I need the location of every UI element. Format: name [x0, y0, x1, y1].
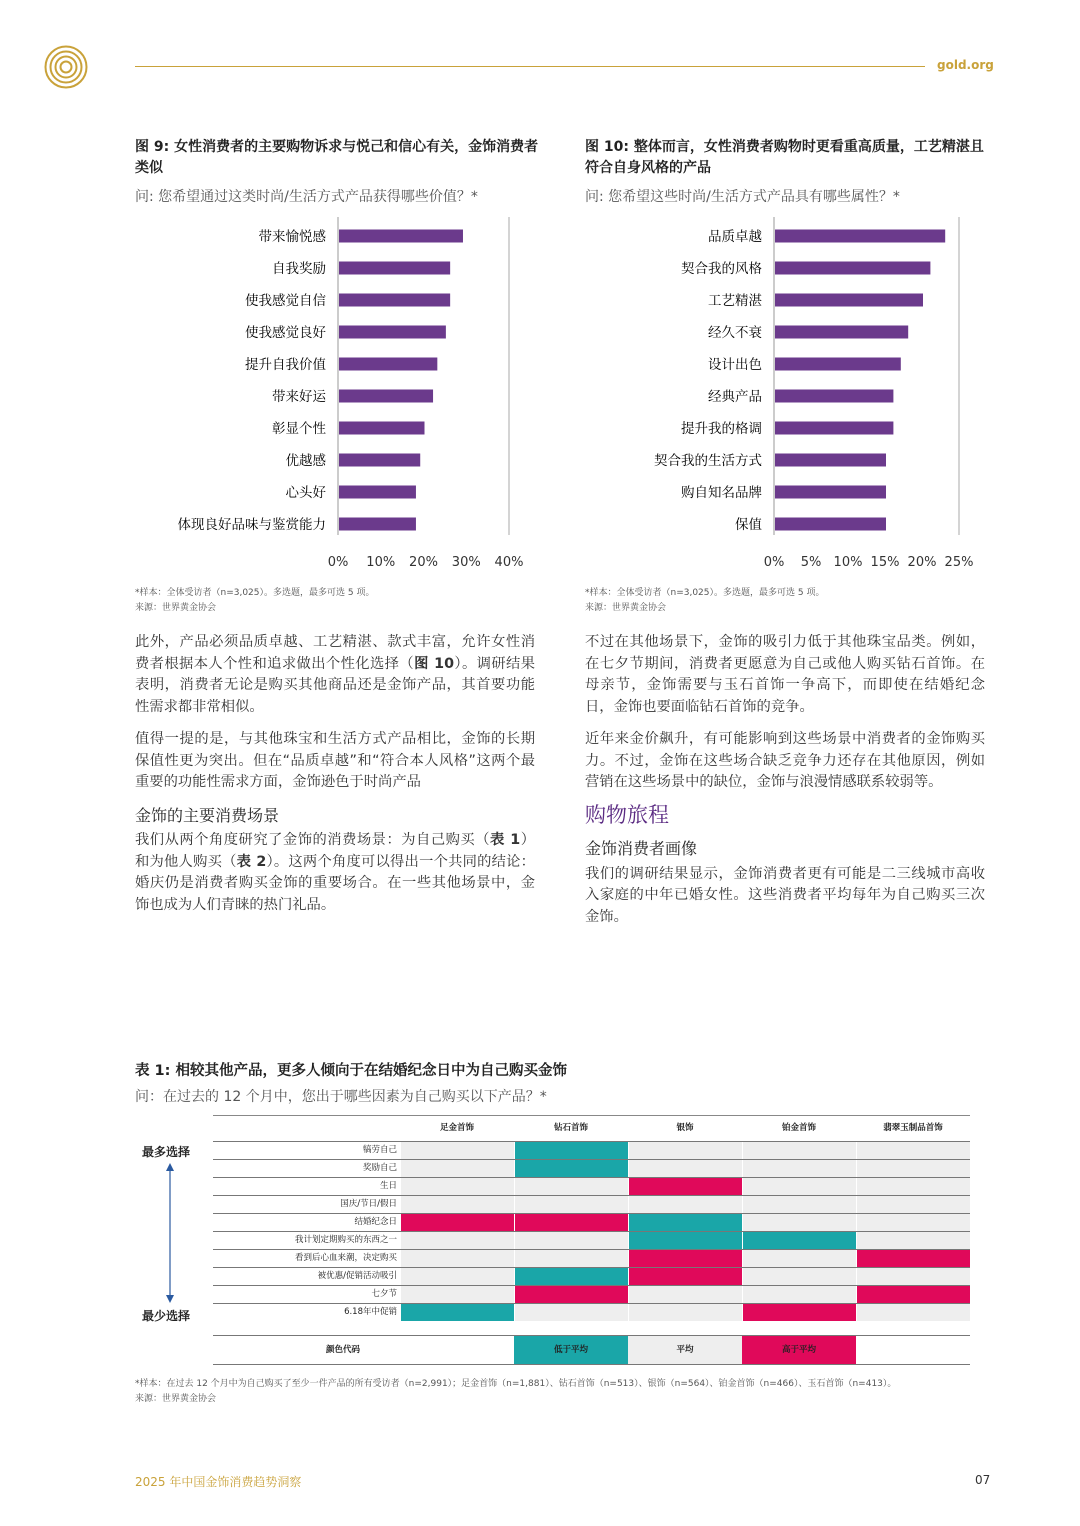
column-header: 翡翠玉制品首饰: [883, 1123, 943, 1133]
table-cell-avg: [742, 1268, 856, 1285]
category-label: 经久不衰: [708, 325, 762, 341]
right-paragraph-1: 不过在其他场景下，金饰的吸引力低于其他珠宝品类。例如，在七夕节期间，消费者更愿意为自己或他人购买钻石首饰。在母亲节，金饰需要与玉石首饰一争高下，而即使在结婚纪念日，金饰也要面临钻石首饰的竞争。: [585, 634, 985, 715]
fig9-note: *样本：全体受访者（n=3,025）。多选题，最多可选 5 项。: [135, 588, 375, 598]
fig9-bar-chart: [135, 215, 545, 575]
category-label: 契合我的生活方式: [654, 453, 762, 469]
table-cell-low: [628, 1214, 742, 1231]
bar: [775, 454, 886, 467]
column-header: 铂金首饰: [781, 1123, 816, 1133]
bar: [339, 518, 416, 531]
legend-empty: [856, 1336, 970, 1364]
bar: [339, 230, 463, 243]
row-label: 奖励自己: [362, 1163, 397, 1173]
table-cell-high: [742, 1304, 856, 1321]
table-cell-avg: [742, 1196, 856, 1213]
table-cell-high: [628, 1268, 742, 1285]
table-row: [213, 1141, 970, 1159]
table1-note-block: [135, 1377, 970, 1407]
table-cell-low: [400, 1304, 514, 1321]
table-cell-high: [856, 1286, 970, 1303]
table-cell-avg: [628, 1160, 742, 1177]
table-row: [213, 1195, 970, 1213]
category-label: 购自知名品牌: [681, 485, 762, 501]
bar: [339, 390, 433, 403]
right-column: [585, 632, 985, 939]
fig9-source: 来源：世界黄金协会: [135, 603, 217, 613]
fig10-bar-chart: [585, 215, 985, 575]
table-cell-avg: [400, 1268, 514, 1285]
bar: [775, 486, 886, 499]
bar: [339, 262, 450, 275]
category-label: 使我感觉自信: [245, 293, 326, 309]
bar: [775, 262, 930, 275]
site-link[interactable]: gold.org: [937, 58, 994, 72]
arrow-vertical-icon: [163, 1163, 177, 1303]
table-cell-avg: [628, 1286, 742, 1303]
table-cell-low: [514, 1160, 628, 1177]
x-tick-label: 0%: [327, 555, 349, 570]
table-cell-avg: [628, 1196, 742, 1213]
table1-source: 来源：世界黄金协会: [135, 1394, 217, 1404]
table-cell-avg: [856, 1268, 970, 1285]
table-cell-avg: [400, 1142, 514, 1159]
table1-body: [213, 1141, 970, 1321]
table-row: [213, 1285, 970, 1303]
category-label: 提升我的格调: [681, 421, 762, 437]
fig10-title: 图 10: 整体而言，女性消费者购物时更看重高质量，工艺精湛且符合自身风格的产品: [585, 139, 984, 176]
table-cell-avg: [514, 1232, 628, 1249]
legend-low: 低于平均: [514, 1336, 628, 1364]
category-label: 优越感: [285, 453, 326, 469]
bar: [775, 422, 893, 435]
x-tick-label: 20%: [907, 555, 937, 570]
table-cell-avg: [742, 1286, 856, 1303]
table-cell-avg: [514, 1196, 628, 1213]
table-cell-avg: [514, 1250, 628, 1267]
table-cell-low: [514, 1142, 628, 1159]
category-label: 设计出色: [708, 357, 762, 373]
bar: [775, 326, 908, 339]
gold-circle-logo: [44, 45, 88, 89]
least-selected-label: 最少选择: [142, 1309, 191, 1323]
table-cell-avg: [742, 1160, 856, 1177]
x-tick-label: 10%: [366, 555, 396, 570]
bar: [775, 390, 893, 403]
legend-high: 高于平均: [742, 1336, 856, 1364]
x-tick-label: 0%: [763, 555, 785, 570]
table-row: [213, 1177, 970, 1195]
row-label: 结婚纪念日: [354, 1217, 397, 1227]
table-cell-avg: [856, 1304, 970, 1321]
table-cell-avg: [742, 1178, 856, 1195]
table-cell-high: [628, 1250, 742, 1267]
fig9-note-block: [135, 586, 374, 616]
fig10-note-block: [585, 586, 824, 616]
table-row: [213, 1249, 970, 1267]
left-column: [135, 632, 535, 927]
table-cell-avg: [856, 1160, 970, 1177]
table-cell-high: [514, 1286, 628, 1303]
table-cell-avg: [856, 1232, 970, 1249]
left-paragraph-2: 值得一提的是，与其他珠宝和生活方式产品相比，金饰的长期保值性更为突出。但在“品质卓越”和“符合本人风格”这两个最重要的功能性需求方面，金饰逊色于时尚产品: [135, 731, 535, 790]
header-divider: [135, 66, 925, 67]
most-selected-label: 最多选择: [142, 1145, 191, 1159]
row-label: 被优惠/促销活动吸引: [317, 1271, 397, 1281]
category-label: 自我奖励: [272, 261, 326, 277]
bar: [339, 454, 420, 467]
category-label: 带来好运: [272, 389, 326, 405]
row-label: 犒劳自己: [362, 1145, 397, 1155]
row-label: 我计划定期购买的东西之一: [294, 1235, 397, 1245]
category-label: 工艺精湛: [708, 293, 762, 309]
bar: [775, 358, 901, 371]
fig10-source: 来源：世界黄金协会: [585, 603, 667, 613]
bar: [339, 294, 450, 307]
table-cell-high: [856, 1250, 970, 1267]
row-label: 看到后心血来潮，决定购买: [294, 1253, 397, 1263]
table1-header-row: [213, 1115, 970, 1141]
page-number: 07: [975, 1473, 991, 1487]
right-paragraph-3: 我们的调研结果显示，金饰消费者更有可能是二三线城市高收入家庭的中年已婚女性。这些消费者平均每年为自己购买三次金饰。: [585, 865, 985, 925]
left-paragraph-3: 我们从两个角度研究了金饰的消费场景：为自己购买（表 1）和为他人购买（表 2）。这两个角度可以得出一个共同的结论：婚庆仍是消费者购买金饰的重要场合。在一些其他场景中，金饰也成为人们青睐的热门礼品。: [135, 832, 535, 913]
left-paragraph-1: 此外，产品必须品质卓越、工艺精湛、款式丰富，允许女性消费者根据本人个性和追求做出个性化选择（图 10）。调研结果表明，消费者无论是购买其他商品还是金饰产品，其首要功能性需求都非常相似。: [135, 634, 535, 715]
fig10-note: *样本：全体受访者（n=3,025）。多选题，最多可选 5 项。: [585, 588, 825, 598]
bar: [775, 230, 945, 243]
bar: [339, 422, 425, 435]
table-row: [213, 1213, 970, 1231]
fig10-reference: 图 10: [414, 655, 455, 672]
x-tick-label: 30%: [451, 555, 481, 570]
table-cell-avg: [400, 1250, 514, 1267]
table-cell-avg: [514, 1178, 628, 1195]
legend-title: 颜色代码: [325, 1345, 360, 1355]
x-tick-label: 5%: [800, 555, 822, 570]
section-heading-scenarios: 金饰的主要消费场景: [135, 805, 280, 825]
column-header: 足金首饰: [439, 1123, 474, 1133]
table-cell-avg: [742, 1142, 856, 1159]
legend-average: 平均: [628, 1336, 742, 1364]
table-cell-avg: [400, 1178, 514, 1195]
table-cell-avg: [628, 1142, 742, 1159]
table1-grid: [213, 1115, 970, 1365]
category-label: 提升自我价值: [245, 357, 326, 373]
category-label: 体现良好品味与鉴赏能力: [177, 517, 326, 533]
fig9-title: 图 9: 女性消费者的主要购物诉求与悦己和信心有关，金饰消费者类似: [135, 139, 539, 176]
row-label: 生日: [379, 1181, 397, 1191]
x-tick-label: 10%: [833, 555, 863, 570]
table-cell-high: [514, 1214, 628, 1231]
table-cell-low: [742, 1232, 856, 1249]
table1-title: 表 1: 相较其他产品，更多人倾向于在结婚纪念日中为自己购买金饰: [135, 1063, 567, 1079]
category-label: 契合我的风格: [681, 261, 762, 277]
category-label: 经典产品: [708, 389, 762, 405]
section-heading-journey: 购物旅程: [585, 802, 669, 827]
bar: [339, 358, 437, 371]
x-tick-label: 20%: [409, 555, 438, 570]
table-cell-avg: [742, 1250, 856, 1267]
table-cell-avg: [856, 1178, 970, 1195]
table1-reference: 表 1: [489, 832, 521, 848]
subheading-consumer-profile: 金饰消费者画像: [585, 839, 698, 858]
bar: [339, 486, 416, 499]
table1-question: 问：在过去的 12 个月中，您出于哪些因素为自己购买以下产品？*: [135, 1089, 547, 1105]
fig10-question: 问: 您希望这些时尚/生活方式产品具有哪些属性？*: [585, 189, 900, 205]
row-label: 6.18年中促销: [344, 1307, 397, 1317]
category-label: 心头好: [285, 485, 326, 501]
column-header: 钻石首饰: [553, 1123, 588, 1133]
x-tick-label: 25%: [944, 555, 974, 570]
category-label: 带来愉悦感: [258, 229, 326, 245]
table-cell-high: [400, 1214, 514, 1231]
row-label: 七夕节: [371, 1289, 397, 1299]
table-row: [213, 1231, 970, 1249]
table-cell-avg: [400, 1286, 514, 1303]
bar: [775, 518, 886, 531]
table2-reference: 表 2: [236, 853, 267, 870]
category-label: 品质卓越: [708, 229, 762, 245]
header-empty: [213, 1116, 400, 1141]
color-legend-row: [213, 1335, 970, 1365]
row-label: 国庆/节日/假日: [340, 1199, 397, 1209]
category-label: 使我感觉良好: [245, 325, 326, 341]
table-cell-low: [628, 1232, 742, 1249]
table-cell-avg: [856, 1196, 970, 1213]
table-cell-avg: [400, 1232, 514, 1249]
fig9-question: 问: 您希望通过这类时尚/生活方式产品获得哪些价值？*: [135, 189, 478, 205]
table-row: [213, 1303, 970, 1321]
table-cell-avg: [400, 1160, 514, 1177]
footer-report-title: 2025 年中国金饰消费趋势洞察: [135, 1475, 302, 1489]
table-cell-avg: [514, 1304, 628, 1321]
x-tick-label: 40%: [494, 555, 524, 570]
x-tick-label: 15%: [870, 555, 900, 570]
table-cell-avg: [628, 1304, 742, 1321]
table-row: [213, 1267, 970, 1285]
table-row: [213, 1159, 970, 1177]
category-label: 保值: [735, 517, 762, 533]
right-paragraph-2: 近年来金价飙升，有可能影响到这些场景中消费者的金饰购买力。不过，金饰在这些场合缺乏竞争力还存在其他原因，例如营销在这些场景中的缺位，金饰与浪漫情感联系较弱等。: [585, 731, 985, 790]
legend-empty: [400, 1336, 514, 1364]
category-label: 彰显个性: [272, 421, 326, 437]
table-cell-avg: [400, 1196, 514, 1213]
table-cell-avg: [856, 1214, 970, 1231]
table1-note: *样本：在过去 12 个月中为自己购买了至少一件产品的所有受访者（n=2,991）；足金首饰（n=1,881）、钻石首饰（n=513）、银饰（n=564）、铂金首饰（n=466）、玉石首饰（n=413）。: [135, 1379, 897, 1389]
table-cell-avg: [856, 1142, 970, 1159]
table-cell-high: [628, 1178, 742, 1195]
table-cell-avg: [742, 1214, 856, 1231]
column-header: 银饰: [676, 1123, 694, 1133]
table-cell-low: [514, 1268, 628, 1285]
bar: [775, 294, 923, 307]
bar: [339, 326, 446, 339]
